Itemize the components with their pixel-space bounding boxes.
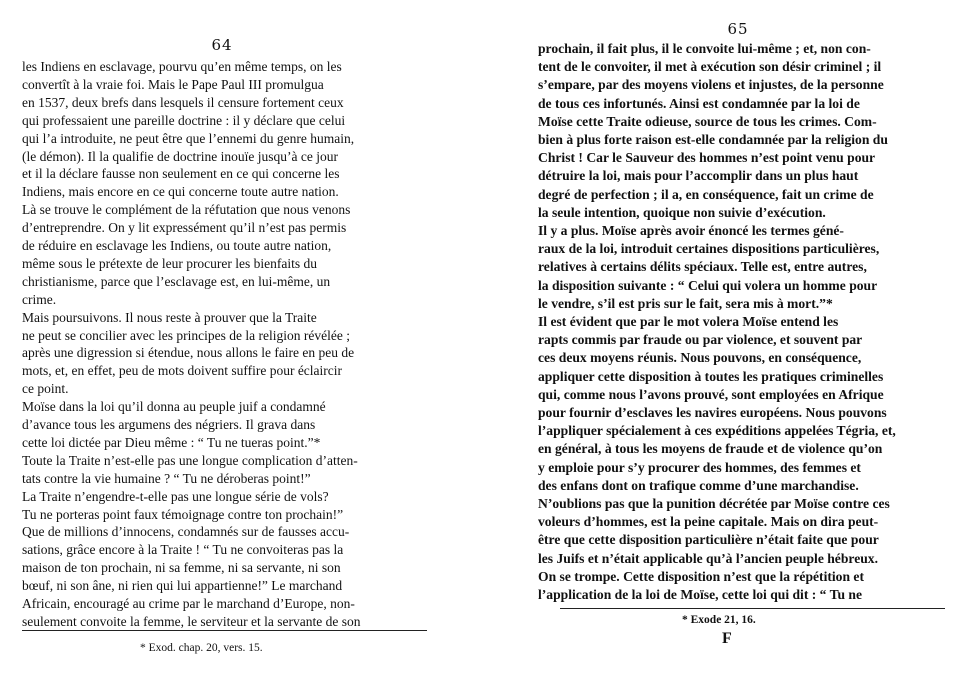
text-line: Mais poursuivons. Il nous reste à prouver que la Traite	[22, 309, 317, 325]
text-line: de tous ces infortunés. Ainsi est condamnée par la loi de	[538, 95, 860, 111]
text-line: mots, et, en effet, peu de mots doivent suffire pour éclaircir	[22, 363, 343, 379]
footnote-left: * Exod. chap. 20, vers. 15.	[140, 642, 263, 654]
text-line: convertît à la vraie foi. Mais le Pape Paul III promulgua	[22, 76, 324, 92]
text-line: tats contre la vie humaine ? “ Tu ne déroberas point!”	[22, 470, 311, 486]
text-line: Il est évident que par le mot volera Moïse entend les	[538, 314, 839, 329]
text-line: le vendre, s’il est pris sur le fait, sera mis à mort.”*	[538, 295, 833, 311]
text-line: ne peut se concilier avec les principes de la religion révélée ;	[22, 327, 350, 343]
footnote-rule-left	[22, 630, 427, 631]
text-line: en 1537, deux brefs dans lesquels il censure fortement ceux	[22, 94, 344, 110]
footnote-right: * Exode 21, 16.	[682, 614, 756, 626]
text-line: Toute la Traite n’est-elle pas une longue complication d’atten-	[22, 452, 358, 468]
text-line: être que cette disposition particulière n’était faite que pour	[538, 532, 879, 548]
text-line: relatives à certains délits spéciaux. Telle est, entre autres,	[538, 259, 867, 275]
text-line: d’avance tous les argumens des négriers. Il grava dans	[22, 417, 316, 432]
text-line: l’appliquer spécialement à ces expéditions appelées Tégria, et,	[538, 423, 896, 439]
text-line: Là se trouve le complément de la réfutation que nous venons	[22, 202, 351, 218]
text-line: Christ ! Car le Sauveur des hommes n’est point venu pour	[538, 150, 876, 166]
text-line: l’application de la loi de Moïse, cette loi qui dit : “ Tu ne	[538, 587, 862, 602]
text-line: Moïse dans la loi qu’il donna au peuple juif a condamné	[22, 399, 326, 415]
text-line: cette loi dictée par Dieu même : “ Tu ne tueras point.”*	[22, 434, 321, 450]
text-line: bien à plus forte raison est-elle condamnée par la religion du	[538, 132, 888, 147]
right-page	[490, 0, 980, 679]
text-line: sations, grâce encore à la Traite ! “ Tu ne convoiteras pas la	[22, 542, 344, 558]
footnote-rule-right	[560, 608, 945, 609]
text-line: voleurs d’hommes, est la peine capitale. Mais on dira peut-	[538, 514, 879, 530]
text-line: d’entreprendre. On y lit expressément qu’il n’est pas permis	[22, 220, 347, 236]
text-line: Tu ne porteras point faux témoignage contre ton prochain!”	[22, 506, 344, 522]
text-line: ce point.	[22, 381, 69, 397]
text-line: prochain, il fait plus, il le convoite lui-même ; et, non con-	[538, 41, 871, 56]
text-line: et il la déclare fausse non seulement en ce qui concerne les	[22, 166, 340, 182]
text-line: raux de la loi, introduit certaines dispositions particulières,	[538, 241, 880, 257]
text-line: (le démon). Il la qualifie de doctrine inouïe jusqu’à ce jour	[22, 148, 339, 164]
text-line: qui, comme nous l’avons prouvé, sont employées en Afrique	[538, 386, 884, 402]
text-line: Africain, encouragé au crime par le marchand d’Europe, non-	[22, 596, 355, 611]
text-line: bœuf, ni son âne, ni rien qui lui appartienne!” Le marchand	[22, 578, 343, 594]
text-line: appliquer cette disposition à toutes les pratiques criminelles	[538, 368, 884, 384]
text-line: détruire la loi, mais pour l’accomplir dans un plus haut	[538, 168, 859, 184]
signature-mark: F	[722, 630, 732, 647]
text-line: en général, à tous les moyens de fraude et de violence qu’on	[538, 441, 883, 457]
text-line: Moïse cette Traite odieuse, source de tous les crimes. Com-	[538, 113, 877, 129]
text-line: la disposition suivante : “ Celui qui volera un homme pour	[538, 277, 878, 293]
text-line: Il y a plus. Moïse après avoir énoncé les termes géné-	[538, 223, 844, 238]
text-line: après une digression si étendue, nous allons le faire en peu de	[22, 345, 355, 361]
text-line: tent de le convoiter, il met à exécution son désir criminel ; il	[538, 59, 882, 75]
text-line: les Indiens en esclavage, pourvu qu’en même temps, on les	[22, 59, 342, 74]
text-line: qui l’a introduite, ne peut être que l’ennemi du genre humain,	[22, 130, 355, 146]
text-line: Que de millions d’innocens, condamnés sur de fausses accu-	[22, 524, 350, 540]
text-line: s’empare, par des moyens violens et injustes, de la personne	[538, 77, 884, 93]
text-line: crime.	[22, 291, 57, 307]
text-line: degré de perfection ; il a, en conséquence, fait un crime de	[538, 186, 874, 202]
text-line: les Juifs et n’était applicable qu’à l’ancien peuple hébreux.	[538, 550, 878, 566]
text-line: N’oublions pas que la punition décrétée par Moïse contre ces	[538, 496, 890, 511]
text-line: de réduire en esclavage les Indiens, ou toute autre nation,	[22, 238, 332, 253]
text-line: Indiens, mais encore en ce qui concerne toute autre nation.	[22, 184, 339, 200]
text-line: des enfans dont on trafique comme d’une marchandise.	[538, 477, 859, 493]
page-number-right: 65	[727, 20, 749, 38]
text-line: la seule intention, quoique non suivie d’exécution.	[538, 204, 826, 220]
text-line: La Traite n’engendre-t-elle pas une longue série de vols?	[22, 488, 329, 504]
text-line: maison de ton prochain, ni sa femme, ni sa servante, ni son	[22, 560, 341, 576]
text-line: ces deux moyens réunis. Nous pouvons, en conséquence,	[538, 350, 862, 366]
text-line: pour fournir d’esclaves les navires européens. Nous pouvons	[538, 405, 887, 420]
page-number-left: 64	[211, 36, 233, 54]
text-line: On se trompe. Cette disposition n’est que la répétition et	[538, 568, 864, 584]
text-line: seulement convoite la femme, le serviteur et la servante de son	[22, 613, 361, 629]
text-line: christianisme, parce que l’esclavage est, en lui-même, un	[22, 273, 331, 289]
text-line: même sous le prétexte de leur procurer les bienfaits du	[22, 255, 318, 271]
text-line: y emploie pour s’y procurer des hommes, des femmes et	[538, 459, 861, 475]
text-line: qui professaient une pareille doctrine : il y déclare que celui	[22, 112, 346, 128]
text-line: rapts commis par fraude ou par violence, et souvent par	[538, 332, 863, 348]
